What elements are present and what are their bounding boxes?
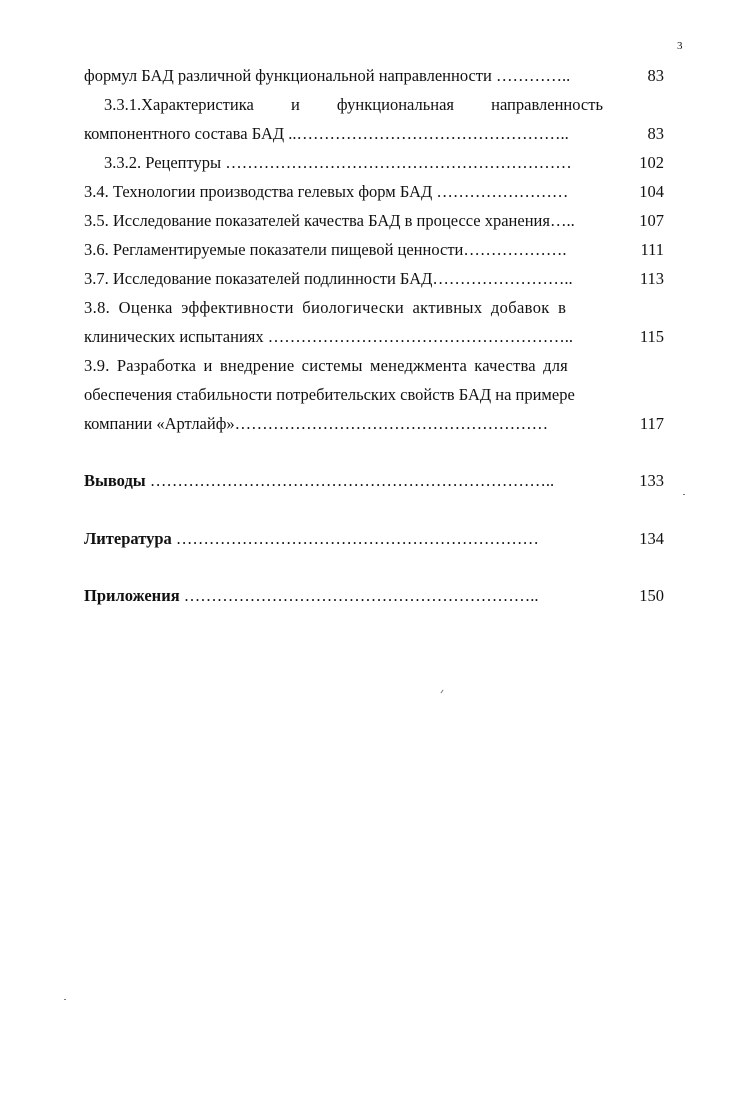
toc-entry-text: компании «Артлайф»…………………………………………………: [84, 414, 549, 433]
scan-speck: [440, 690, 443, 694]
toc-entry-page: 117: [639, 414, 664, 433]
toc-entry-conclusions: [84, 471, 554, 491]
toc-entry-label: Приложения: [84, 586, 180, 605]
toc-entry-page: 83: [647, 66, 664, 85]
toc-entry-page: 133: [639, 471, 664, 490]
toc-entry-text: формул БАД различной функциональной направленности …………..: [84, 66, 571, 85]
toc-word: 3.3.1.Характеристика: [104, 95, 254, 114]
toc-entry-text: 3.6. Регламентируемые показатели пищевой ценности……………….: [84, 240, 567, 259]
scan-speck: [683, 494, 685, 495]
toc-entry-label: Выводы: [84, 471, 146, 490]
toc-entry-text: 3.3.2. Рецептуры ………………………………………………………: [104, 153, 572, 172]
toc-entry-text: 3.8. Оценка эффективности биологически активных добавок в: [84, 298, 567, 317]
toc-entry-page: 107: [639, 211, 664, 230]
toc-word: функциональная: [336, 95, 454, 114]
toc-entry-literature: [84, 529, 539, 549]
toc-entry-text: 3.9. Разработка и внедрение системы менеджмента качества для: [84, 356, 568, 375]
toc-entry-justified: [104, 95, 603, 115]
toc-entry-page: 113: [639, 269, 664, 288]
toc-entry-dots: …………………………………………………………: [171, 529, 539, 548]
toc-entry-page: 111: [640, 240, 664, 259]
toc-entry-text: 3.5. Исследование показателей качества БАД в процессе хранения…..: [84, 211, 575, 230]
toc-entry-text: клинических испытаниях ………………………………………………..: [84, 327, 573, 346]
toc-entry-appendices: [84, 586, 539, 606]
toc-entry-page: 83: [647, 124, 664, 143]
toc-entry-page: 115: [639, 327, 664, 346]
toc-entry-page: 150: [639, 586, 664, 605]
toc-entry-dots: ………………………………………………………………..: [145, 471, 555, 490]
page-number: 3: [677, 40, 683, 52]
toc-entry-page: 102: [639, 153, 664, 172]
toc-entry-label: Литература: [84, 529, 172, 548]
toc-entry-text: 3.4. Технологии производства гелевых форм БАД ……………………: [84, 182, 569, 201]
toc-entry-dots: ………………………………………………………..: [179, 586, 539, 605]
toc-entry-text: обеспечения стабильности потребительских свойств БАД на примере: [84, 385, 575, 404]
toc-word: и: [290, 95, 300, 114]
toc-entry-page: 134: [639, 529, 664, 548]
scan-speck: [64, 999, 66, 1000]
toc-word: направленность: [491, 95, 603, 114]
toc-entry-text: компонентного состава БАД ..…………………………………………..: [84, 124, 569, 143]
toc-entry-text: 3.7. Исследование показателей подлинности БАД……………………..: [84, 269, 573, 288]
toc-entry-page: 104: [639, 182, 664, 201]
